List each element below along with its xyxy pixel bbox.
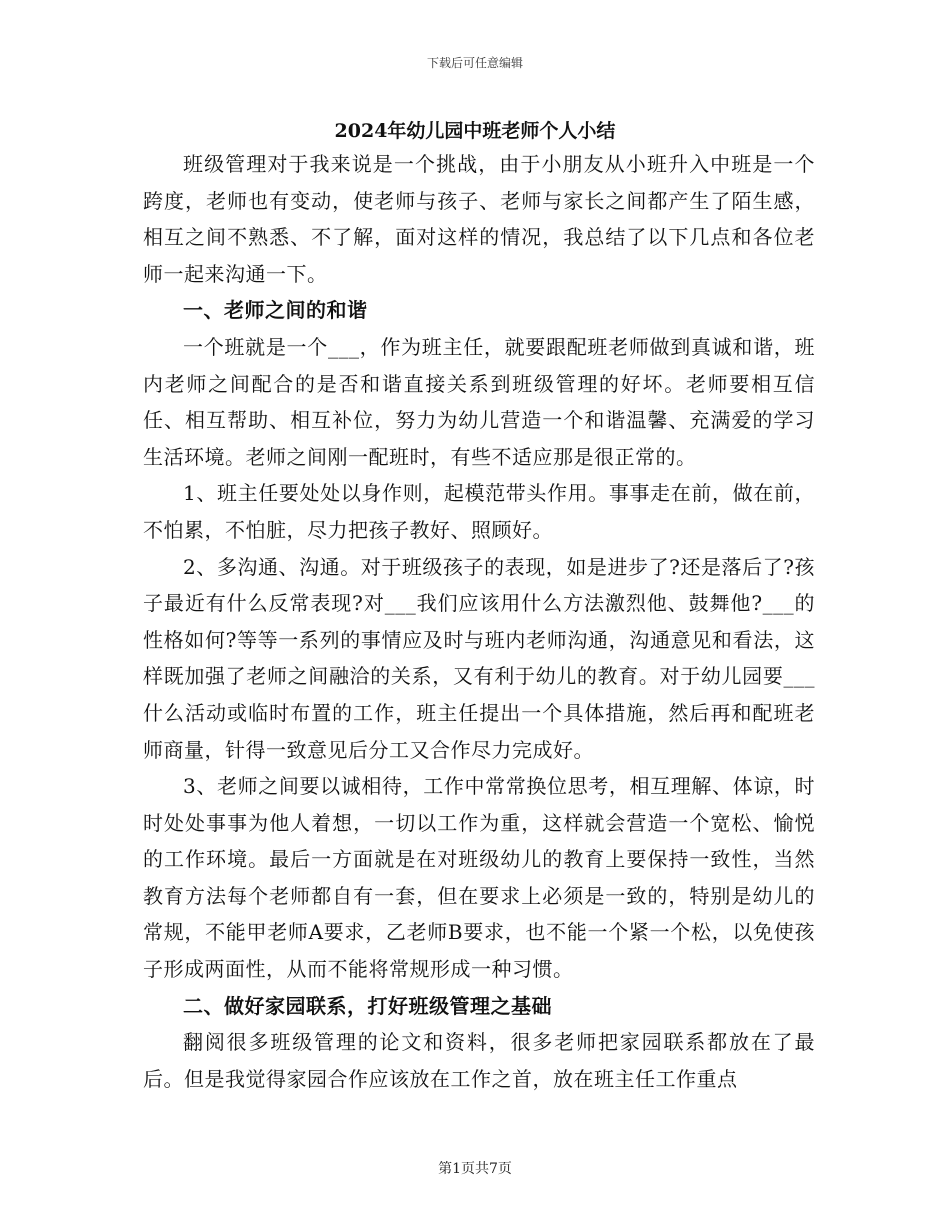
section-heading-2: 二、做好家园联系，打好班级管理之基础: [183, 993, 552, 1018]
section-heading-1: 一、老师之间的和谐: [183, 298, 368, 323]
point-3-paragraph: 3、老师之间要以诚相待，工作中常常换位思考，相互理解、体谅，时时处处事事为他人着想，一切以工作为重，这样就会营造一个宽松、愉悦的工作环境。最后一方面就是在对班级幼儿的教育上要保持一致性，当然教育方法每个老师都自有一套，但在要求上必须是一致的，特别是幼儿的常规，不能甲老师A要求，乙老师B要求，也不能一个紧一个松，以免使孩子形成两面性，从而不能将常规形成一种习惯。: [143, 774, 815, 982]
section-2-paragraph: 翻阅很多班级管理的论文和资料，很多老师把家园联系都放在了最后。但是我觉得家园合作应该放在工作之首，放在班主任工作重点: [143, 1030, 815, 1091]
section-1-paragraph: 一个班就是一个___，作为班主任，就要跟配班老师做到真诚和谐，班内老师之间配合的是否和谐直接关系到班级管理的好坏。老师要相互信任、相互帮助、相互补位，努力为幼儿营造一个和谐温馨、充满爱的学习生活环境。老师之间刚一配班时，有些不适应那是很正常的。: [143, 334, 815, 469]
document-title: 2024年幼儿园中班老师个人小结: [334, 120, 616, 142]
point-2-paragraph: 2、多沟通、沟通。对于班级孩子的表现，如是进步了?还是落后了?孩子最近有什么反常表现?对___我们应该用什么方法激烈他、鼓舞他?___的性格如何?等等一系列的事情应及时与班内老师沟通，沟通意见和看法，这样既加强了老师之间融洽的关系，又有利于幼儿的教育。对于幼儿园要___什么活动或临时布置的工作，班主任提出一个具体措施，然后再和配班老师商量，针得一致意见后分工又合作尽力完成好。: [143, 554, 815, 762]
page-header-note: 下载后可任意编辑: [426, 56, 523, 70]
intro-paragraph: 班级管理对于我来说是一个挑战，由于小朋友从小班升入中班是一个跨度，老师也有变动，使老师与孩子、老师与家长之间都产生了陌生感，相互之间不熟悉、不了解，面对这样的情况，我总结了以下几点和各位老师一起来沟通一下。: [143, 152, 815, 286]
document-body: [143, 146, 815, 1097]
point-1-paragraph: 1、班主任要处处以身作则，起模范带头作用。事事走在前，做在前，不怕累，不怕脏，尽力把孩子教好、照顾好。: [143, 481, 815, 542]
page-number-footer: 第1页共7页: [438, 1161, 512, 1177]
